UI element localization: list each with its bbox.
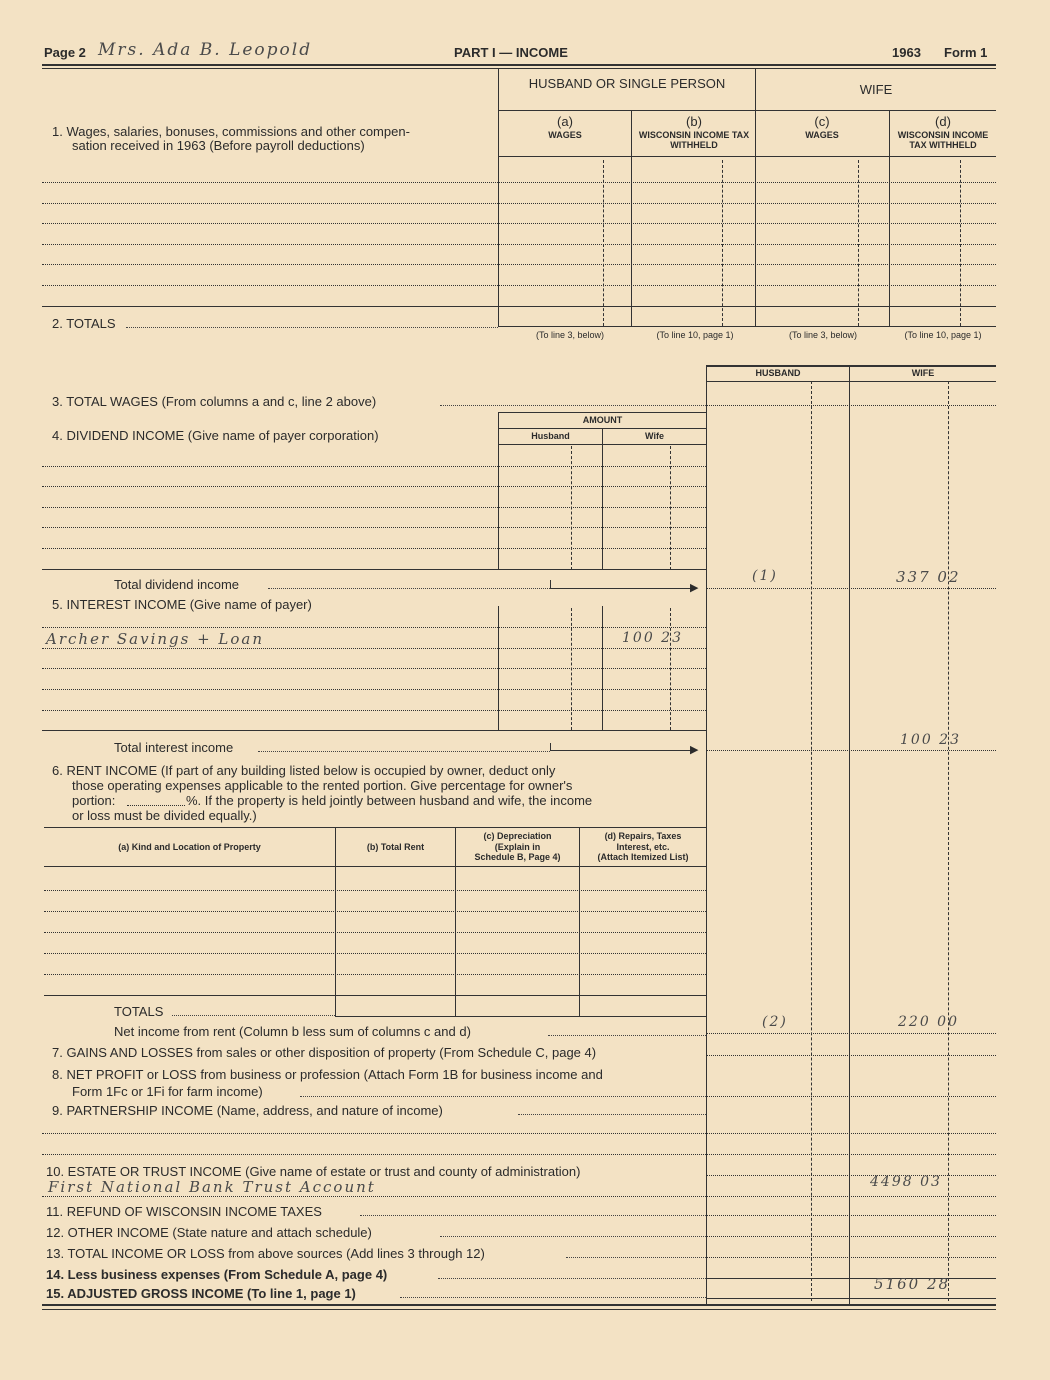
right-col-wife: WIFE: [911, 368, 935, 378]
line-5-label: 5. INTEREST INCOME (Give name of payer): [52, 597, 312, 612]
col-c-letter: (c): [814, 114, 830, 129]
line-13-entry[interactable]: [706, 1257, 996, 1258]
line-2-label: 2. TOTALS: [52, 316, 116, 331]
line-14-entry[interactable]: [706, 1278, 996, 1279]
line-6-label-3: portion:: [72, 793, 116, 808]
rent-col-b: (b) Total Rent: [366, 842, 425, 852]
col-c-label: WAGES: [805, 130, 839, 140]
right-col-husband: HUSBAND: [755, 368, 801, 378]
wage-row[interactable]: [42, 223, 996, 224]
hand-interest-amount: 100 23: [622, 630, 683, 646]
dividend-row[interactable]: [42, 527, 706, 528]
hand-dividend-wife: 337 02: [896, 568, 961, 586]
line-6-label-3b: %. If the property is held jointly between husband and wife, the income: [186, 793, 593, 808]
col-b-label: WISCONSIN INCOME TAX WITHHELD: [638, 130, 750, 150]
rent-col-c-2: (Explain in: [494, 842, 541, 852]
dividend-row[interactable]: [42, 548, 706, 549]
line-8-entry[interactable]: [706, 1096, 996, 1097]
form-number: Form 1: [944, 45, 988, 60]
amount-wife: Wife: [645, 431, 664, 441]
rent-col-c-1: (c) Depreciation: [483, 831, 552, 841]
header-rule-2: [42, 68, 996, 69]
hand-estate-wife: 4498 03: [870, 1174, 942, 1190]
line-3-entry[interactable]: [706, 405, 996, 406]
line-6-label-2: those operating expenses applicable to the rented portion. Give percentage for owner's: [72, 778, 573, 793]
group-wife-header: WIFE: [859, 82, 893, 97]
tax-year: 1963: [892, 45, 921, 60]
line-9-row[interactable]: [42, 1154, 996, 1155]
rent-row[interactable]: [44, 974, 706, 975]
footer-rule: [42, 1304, 996, 1306]
page-number: Page 2: [44, 45, 86, 60]
wage-row[interactable]: [42, 264, 996, 265]
line-10-label: 10. ESTATE OR TRUST INCOME (Give name of estate or trust and county of administration): [46, 1164, 581, 1179]
dividend-row[interactable]: [42, 466, 706, 467]
dividend-row[interactable]: [42, 507, 706, 508]
dividend-row[interactable]: [42, 486, 706, 487]
rent-row[interactable]: [44, 911, 706, 912]
wage-row[interactable]: [42, 182, 996, 183]
line-11-entry[interactable]: [706, 1215, 996, 1216]
wage-row[interactable]: [42, 285, 996, 286]
interest-row[interactable]: [42, 648, 706, 649]
net-rent-label: Net income from rent (Column b less sum of columns c and d): [114, 1024, 471, 1039]
rent-row[interactable]: [44, 953, 706, 954]
hand-estate-name: First National Bank Trust Account: [48, 1178, 376, 1196]
total-dividend-label: Total dividend income: [114, 577, 240, 592]
header-rule: [42, 64, 996, 66]
hand-interest-payer: Archer Savings + Loan: [46, 630, 265, 648]
rent-col-d-1: (d) Repairs, Taxes: [604, 831, 682, 841]
line-3-label: 3. TOTAL WAGES (From columns a and c, line 2 above): [52, 394, 377, 409]
footer-rule-2: [42, 1309, 996, 1310]
line-9-row[interactable]: [42, 1133, 996, 1134]
line-8-label-2: Form 1Fc or 1Fi for farm income): [72, 1084, 263, 1099]
rent-col-c-3: Schedule B, Page 4): [474, 852, 561, 862]
hand-interest-total: 100 23: [900, 732, 961, 748]
line-14-label: 14. Less business expenses (From Schedule A, page 4): [46, 1267, 388, 1282]
total-interest-label: Total interest income: [114, 740, 234, 755]
amount-husband: Husband: [531, 431, 570, 441]
wage-row[interactable]: [42, 244, 996, 245]
group-husband-header: HUSBAND OR SINGLE PERSON: [528, 76, 726, 91]
rent-col-d-2: Interest, etc.: [616, 842, 670, 852]
line-4-label: 4. DIVIDEND INCOME (Give name of payer corporation): [52, 428, 379, 443]
rent-totals-label: TOTALS: [114, 1004, 164, 1019]
owner-portion-input[interactable]: [127, 805, 185, 806]
handwritten-taxpayer-name: Mrs. Ada B. Leopold: [98, 40, 313, 60]
arrow-icon: ▶: [690, 744, 699, 756]
line-1-label-cont: sation received in 1963 (Before payroll deductions): [72, 138, 365, 153]
col-a-label: WAGES: [548, 130, 582, 140]
amount-title: AMOUNT: [582, 415, 623, 425]
rent-row[interactable]: [44, 890, 706, 891]
interest-row[interactable]: [42, 689, 706, 690]
line-7-entry[interactable]: [706, 1055, 996, 1056]
line-12-entry[interactable]: [706, 1236, 996, 1237]
interest-row[interactable]: [42, 668, 706, 669]
hand-rent-wife: 220 00: [898, 1014, 959, 1030]
col-a-note: (To line 3, below): [535, 330, 605, 340]
col-c-note: (To line 3, below): [788, 330, 858, 340]
line-11-label: 11. REFUND OF WISCONSIN INCOME TAXES: [46, 1204, 322, 1219]
line-6-label-4: or loss must be divided equally.): [72, 808, 257, 823]
col-b-letter: (b): [686, 114, 702, 129]
line-13-label: 13. TOTAL INCOME OR LOSS from above sources (Add lines 3 through 12): [46, 1246, 485, 1261]
col-a-letter: (a): [557, 114, 573, 129]
col-b-note: (To line 10, page 1): [656, 330, 734, 340]
line-7-label: 7. GAINS AND LOSSES from sales or other disposition of property (From Schedule C, page 4): [52, 1045, 597, 1060]
line-15-label: 15. ADJUSTED GROSS INCOME (To line 1, page 1): [46, 1286, 356, 1301]
wage-row[interactable]: [42, 203, 996, 204]
col-d-label: WISCONSIN INCOME TAX WITHHELD: [897, 130, 989, 150]
line-15-entry[interactable]: [706, 1298, 996, 1299]
line-8-label: 8. NET PROFIT or LOSS from business or profession (Attach Form 1B for business income and: [52, 1067, 603, 1082]
col-d-note: (To line 10, page 1): [904, 330, 982, 340]
line-6-label: 6. RENT INCOME (If part of any building listed below is occupied by owner, deduct only: [52, 763, 556, 778]
line-1-label: 1. Wages, salaries, bonuses, commissions and other compen-: [52, 124, 410, 139]
interest-row[interactable]: [42, 710, 706, 711]
rent-col-a: (a) Kind and Location of Property: [118, 842, 261, 852]
line-9-label: 9. PARTNERSHIP INCOME (Name, address, and nature of income): [52, 1103, 443, 1118]
part-title: PART I — INCOME: [454, 45, 568, 60]
hand-dividend-marker: (1): [752, 568, 778, 584]
line-12-label: 12. OTHER INCOME (State nature and attach schedule): [46, 1225, 372, 1240]
rent-col-d-3: (Attach Itemized List): [597, 852, 689, 862]
hand-agi-wife: 5160 28: [874, 1275, 951, 1293]
hand-rent-marker: (2): [762, 1014, 788, 1030]
col-d-letter: (d): [935, 114, 951, 129]
rent-row[interactable]: [44, 932, 706, 933]
arrow-icon: ▶: [690, 582, 699, 594]
